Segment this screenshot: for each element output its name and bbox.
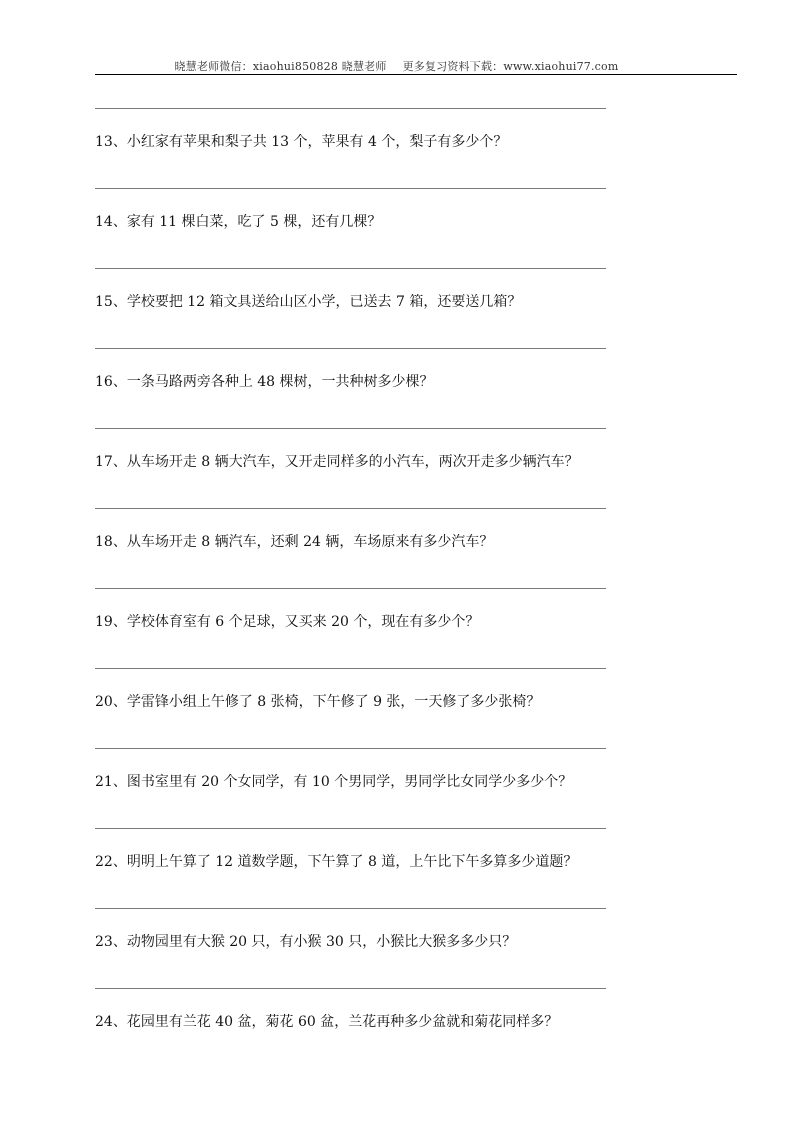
answer-line — [95, 588, 606, 589]
question-15: 15、学校要把 12 箱文具送给山区小学，已送去 7 箱，还要送几箱？ — [95, 294, 522, 310]
answer-line — [95, 108, 606, 109]
answer-line — [95, 348, 606, 349]
question-16: 16、一条马路两旁各种上 48 棵树，一共种树多少棵？ — [95, 374, 434, 390]
question-23: 23、动物园里有大猴 20 只，有小猴 30 只，小猴比大猴多多少只？ — [95, 934, 517, 950]
question-21: 21、图书室里有 20 个女同学，有 10 个男同学，男同学比女同学少多少个？ — [95, 774, 573, 790]
question-24: 24、花园里有兰花 40 盆，菊花 60 盆，兰花再种多少盆就和菊花同样多？ — [95, 1014, 559, 1030]
question-14: 14、家有 11 棵白菜，吃了 5 棵，还有几棵？ — [95, 214, 382, 230]
answer-line — [95, 508, 606, 509]
answer-line — [95, 908, 606, 909]
answer-line — [95, 988, 606, 989]
answer-line — [95, 188, 606, 189]
question-20: 20、学雷锋小组上午修了 8 张椅，下午修了 9 张，一天修了多少张椅？ — [95, 694, 541, 710]
header-divider — [95, 74, 737, 75]
question-17: 17、从车场开走 8 辆大汽车，又开走同样多的小汽车，两次开走多少辆汽车？ — [95, 454, 579, 470]
question-13: 13、小红家有苹果和梨子共 13 个，苹果有 4 个，梨子有多少个？ — [95, 134, 508, 150]
answer-line — [95, 268, 606, 269]
answer-line — [95, 748, 606, 749]
page-header — [0, 58, 793, 74]
header-download: 更多复习资料下载：www.xiaohui77.com — [402, 60, 619, 73]
answer-line — [95, 668, 606, 669]
header-contact: 晓慧老师微信：xiaohui850828 晓慧老师 — [174, 60, 387, 73]
question-22: 22、明明上午算了 12 道数学题，下午算了 8 道，上午比下午多算多少道题？ — [95, 854, 578, 870]
question-19: 19、学校体育室有 6 个足球，又买来 20 个，现在有多少个？ — [95, 614, 480, 630]
question-18: 18、从车场开走 8 辆汽车，还剩 24 辆，车场原来有多少汽车？ — [95, 534, 494, 550]
answer-line — [95, 828, 606, 829]
answer-line — [95, 428, 606, 429]
